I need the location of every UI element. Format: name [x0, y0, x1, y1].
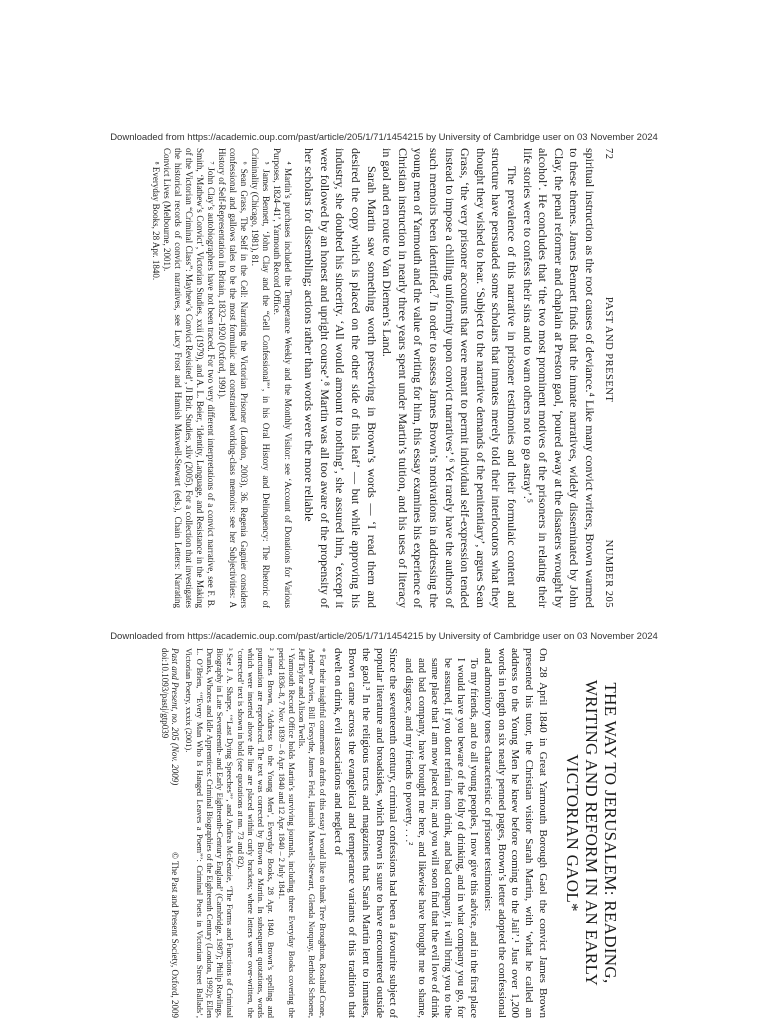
footnote: ⁷ John Clay’s autobiographers have not been traced. For two very different interpretations of a convict narrative, see F. B. Smith, ‘Mathew’s Convict’, Victorian Studies, xxii (1979), and A. L. Beier, ‘Identity, Language, and Resistance in the Making of the Victorian “Criminal Class”: Mayhew’s Convict Revisited’, Jl Brit. Studies, xliv (2005). For a collection that investigates the historical records of convict narratives, see Lucy Frost and Hamish Maxwell-Stewart (eds.), Chain Letters: Narrating Convict Lives (Melbourne, 2001).	[162, 148, 216, 608]
footnote: ² James Brown, ‘Address to the Young Men’, Everyday Books, 28 Apr. 1840. Brown’s spelling and punctuation are reproduced. The text was corrected by Brown or Martin. In subsequent quotations, words which were inserted above the line are placed within curly brackets; where letters were over-written, the ‘corrected’ text is shown in bold (see quotations at nn. 73 and 82).	[235, 648, 276, 1018]
footnote: ⁴ Martin’s purchases included the Temperance Weekly and the Monthly Visitor: see ‘Account of Donations for Various Purposes, 1824–41’, Yarmouth Record Office.	[271, 148, 293, 608]
issue-number: NUMBER 205	[603, 539, 614, 608]
body-text	[331, 648, 549, 1018]
article-title: THE WAY TO JERUSALEM: READING, WRITING AND REFORM IN AN EARLY VICTORIAN GAOL*	[562, 679, 620, 987]
paragraph: Since the seventeenth century, criminal confessions had been a favourite subject of popular literature and broadsides, which Brown is sure to have encountered outside the gaol.³ In the religious tracts and magazines that Sarah Martin lent to inmates, Brown came across the evangelical and temperance variants of this tradition that dwelt on drink, evil associations and neglect of	[332, 648, 400, 1018]
journal-name: PAST AND PRESENT	[603, 296, 614, 403]
paragraph: spiritual instruction as the root causes of deviance.⁴ Like many convict writers, Brown warmed to these themes. James Bennett finds that the inmate narratives, widely disseminated by John Clay, the penal reformer and chaplain at Preston gaol, ‘poured away at the disasters wrought by alcohol’. He concludes that ‘the two most prominent motives of the prisoners in relating their life stories were to confess their sins and to warn others not to go astray’.⁵	[520, 148, 597, 608]
doi: doi:10.1093/pastj/gtp039	[160, 648, 171, 739]
footnote: ¹ Yarmouth Record Office holds Martin’s surviving journals, including three Everyday Books covering the period 1836–8, 7 Nov. 1839 – 6 Apr. 1840 and 12 Apr. 1840 – 2 July 1841.	[276, 648, 296, 1018]
page-number: 72	[603, 148, 614, 160]
intro-paragraph: On 28 April 1840 in Great Yarmouth Borough Gaol the convict James Brown presented his tutor, the Christian visitor Sarah Martin, with ‘what he called an address to the Young Men he knew before coming to the Jail’.¹ Just over 1,200 words in length on six neatly penned pages, Brown’s letter adopted the confessional and admonitory tones characteristic of prisoner testimonies:	[481, 648, 549, 1018]
footnote: ⁸ Everyday Books, 28 Apr. 1840.	[151, 161, 162, 281]
footnote: ⁶ Sean Grass, The Self in the Cell: Narrating the Victorian Prisoner (London, 2003), 36. Regenia Gagnier considers confessional and gallows tales to be the most formulaic and constrained working-class memoirs: see her Subjectivities: A History of Self-Representation in Britain, 1832–1920 (Oxford, 1991).	[216, 148, 249, 608]
footnote: ³ See J. A. Sharpe, ‘“Last Dying Speeches”’, and Andrea McKenzie, ‘The Forms and Functions of Criminal Biography in Late Seventeenth- and Early Eighteenth-Century England’ (Cambridge, 1987); Philip Rawlings, Drunks, Whores and Idle Apprentices: Criminal Biographies of the Eighteenth Century (London, 1992); Ellen L. O’Brien, ‘“Every Man Who Is Hanged Leaves a Poem”’: Criminal Poets in Victorian Street Ballads’, Victorian Poetry, xxxix (2001).	[184, 648, 235, 1018]
footnotes	[183, 648, 327, 1018]
citation: Past and Present, no. 205 (Nov. 2009)	[170, 648, 181, 786]
paragraph: The prevalence of this narrative in prisoner testimonies and their formulaic content and structure have persuaded some scholars that inmates merely told their interlocutors what they thought they wished to hear. ‘Subject to the narrative demands of the penitentiary’, argues Sean Grass, ‘the very prisoner accounts that were meant to permit individual self-expression tended instead to impose a chilling uniformity upon convict narratives’.⁶ Yet rarely have the authors of such memoirs been identified.⁷ In order to assess James Brown’s motivations in addressing the young men of Yarmouth and the value of writing for him, this essay examines his experience of Christian instruction in nearly three years spent under Martin’s tuition, and his uses of literacy in gaol and en route to Van Diemen’s Land.	[380, 148, 520, 608]
copyright: © The Past and Present Society, Oxford, 2009	[170, 852, 181, 1018]
watermark-bottom: Downloaded from https://academic.oup.com/past/article/205/1/71/1454215 by University of Cambridge user on 03 November 2024	[110, 631, 658, 642]
footnote: ⁵ James Bennett, ‘John Clay and the “Gell Confessional”’, in his Oral History and Delinquency: The Rhetoric of Criminality (Chicago, 1981), 81.	[249, 148, 271, 608]
page-footer	[170, 648, 180, 1018]
footnotes	[150, 148, 293, 608]
page-71	[70, 648, 620, 1018]
body-text	[301, 148, 597, 608]
paragraph: Sarah Martin saw something worth preserving in Brown’s words — ‘I read them and desired the copy which is placed on the other side of this leaf’ — but while approving his industry, she doubted his sincerity. ‘All would amount to nothing’, she assured him, ‘except it were followed by an honest and upright course’.⁸ Martin was all too aware of the propensity of her scholars for dissembling; actions rather than words were the more reliable	[302, 148, 379, 608]
block-quote: To my friends, and to all young peoples, I now give this advice, and in the first place I would have you beware of the folly of drinking, and in what company you go, for be assured, if you dont refrain from drink, and bad company, it will bring you to the same place that I am now placed in; and you will soon find that the evil love of drink and bad company, have brought me here, and likewise have brought me to shame, and disgrace, and my friends to poverty. . . .²	[402, 658, 480, 1018]
footnote: * For their insightful comments on drafts of this essay I would like to thank Trev Broughton, Rosalind Crone, Andrew Davies, Bill Forsythe, James Friel, Hamish Maxwell-Stewart, Glenda Norquay, Berthold Schoene, Jeff Taylor and Alison Twells.	[297, 648, 327, 1018]
watermark-top: Downloaded from https://academic.oup.com/past/article/205/1/71/1454215 by University of Cambridge user on 03 November 2024	[110, 132, 658, 143]
running-head	[603, 148, 614, 608]
page-72	[52, 148, 614, 608]
